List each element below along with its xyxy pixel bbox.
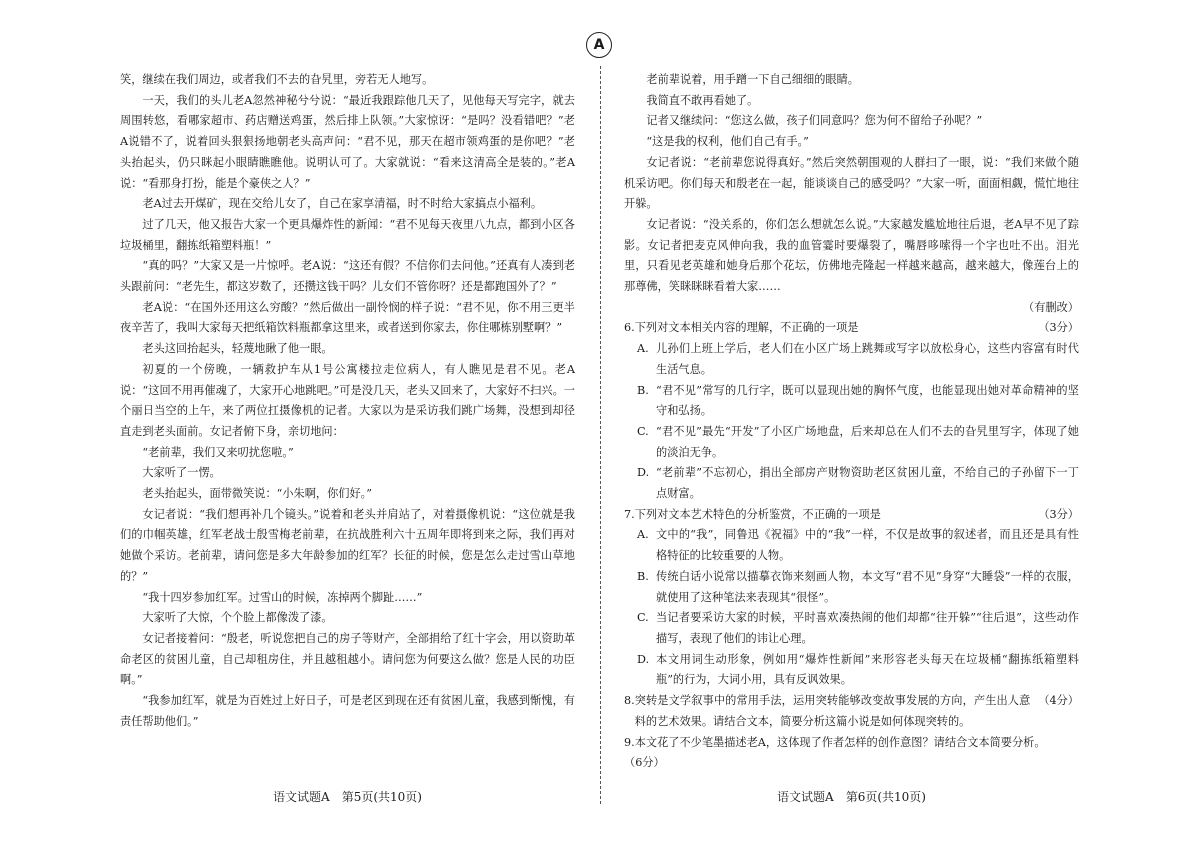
option-label: C. [637,424,649,438]
answer-option [624,381,1079,422]
passage-paragraph: 女记者接着问：“殷老，听说您把自己的房子等财产，全部捐给了红十字会，用以资助革命老区的贫困儿童，自己却租房住，并且越租越小。请问您为何要这么做？您是人民的功臣啊。” [120,631,575,687]
left-page-body [120,70,575,733]
option-label: A. [637,342,649,356]
answer-option [624,339,1079,380]
passage-paragraph: “老前辈，我们又来叨扰您啦。” [142,445,294,459]
paper-version-letter: A [593,37,605,53]
question-text [635,733,1079,754]
option-label: C. [637,611,649,625]
passage-paragraph: 老头抬起头，面带微笑说：“小朱啊，你们好。” [142,487,372,501]
answer-option [624,567,1079,608]
passage-paragraph: 老A过去开煤矿，现在交给儿女了，自己在家享清福，时不时给大家搞点小福利。 [142,197,543,211]
paper-version-mark [586,32,612,58]
question-points: （3分） [1038,321,1079,335]
page-divider [600,66,601,804]
option-text: 本文用词生动形象，例如用“爆炸性新闻”来形容老头每天在垃圾桶“翻拣纸箱塑料瓶”的行为，大词小用，具有反讽效果。 [656,652,1079,687]
question-stem [624,733,1079,754]
question-number: 7. [624,507,635,521]
question-text [635,505,1079,526]
answer-option [624,608,1079,649]
option-text: 文中的“我”，同鲁迅《祝福》中的“我”一样，不仅是故事的叙述者，而且还是具有性格特征的比较重要的人物。 [656,528,1079,563]
passage-paragraph: 女记者说：“我们想再补几个镜头。”说着和老头并肩站了，对着摄像机说：“这位就是我们的巾帼英雄，红军老战士殷雪梅老前辈，在抗战胜利六十五周年即将到来之际，我们再对她做个采访。老前辈，请问您是多大年龄参加的红军？长征的时候，您是怎么走过雪山草地的？” [120,507,575,583]
question-number: 8. [624,694,635,708]
passage-paragraph: 笑，继续在我们周边，或者我们不去的旮旯里，旁若无人地写。 [120,73,434,86]
passage-paragraph: “我十四岁参加红军。过雪山的时候，冻掉两个脚趾……” [142,590,423,604]
question-stem [624,505,1079,526]
option-text: “君不见”常写的几行字，既可以显现出她的胸怀气度，也能显现出她对革命精神的坚守和弘扬。 [656,383,1079,418]
question-stem [624,318,1079,339]
answer-option [624,525,1079,566]
question-list [624,318,1079,773]
question-number: 6. [624,321,635,335]
passage-paragraph: 女记者说：“老前辈您说得真好。”然后突然朝围观的人群扫了一眼，说：“我们来做个随机采访吧。你们每天和殷老在一起，能谈谈自己的感受吗？”大家一听，面面相觑，慌忙地往开躲。 [624,155,1079,211]
answer-option [624,422,1079,463]
passage-paragraph: 过了几天，他又报告大家一个更具爆炸性的新闻：“君不见每天夜里八九点，都到小区各垃圾桶里，翻拣纸箱塑料瓶！” [120,217,575,252]
right-page-passage [624,70,1079,298]
option-text: 儿孙们上班上学后，老人们在小区广场上跳舞或写字以放松身心，这些内容富有时代生活气息。 [656,342,1079,376]
passage-paragraph: “真的吗？”大家又是一片惊呼。老A说：“这还有假？不信你们去问他。”还真有人凑到老头跟前问：“老先生，都这岁数了，还攒这钱干吗？儿女们不管你呀？还是都跑国外了？” [120,259,575,294]
passage-paragraph: “这是我的权利，他们自己有手。” [646,135,809,149]
passage-paragraph: 大家听了大惊，个个脸上都像泼了漆。 [142,611,333,625]
passage-paragraph: 大家听了一愣。 [142,466,221,480]
answer-option [624,650,1079,691]
question-prompt: 下列对文本艺术特色的分析鉴赏，不正确的一项是 [634,507,881,521]
option-label: A. [637,528,649,542]
question-prompt: 突转是文学叙事中的常用手法，运用突转能够改变故事发展的方向，产生出人意料的艺术效果。请结合文本，简要分析这篇小说是如何体现突转的。 [634,694,1031,728]
passage-paragraph: “我参加红军，就是为百姓过上好日子，可是老区到现在还有贫困儿童，我感到惭愧，有责任帮助他们。” [120,694,575,728]
option-text: “君不见”最先“开发”了小区广场地盘，后来却总在人们不去的旮旯里写字，体现了她的淡泊无争。 [656,424,1079,459]
question-text [635,691,1079,732]
passage-paragraph: 老前辈说着，用手蹭一下自己细细的眼睛。 [646,73,859,86]
passage-paragraph: 女记者说：“没关系的，你们怎么想就怎么说。”大家越发尴尬地往后退，老A早不见了踪影。女记者把麦克风伸向我，我的血管霎时要爆裂了，嘴唇哆嗦得一个字也吐不出。泪光里，只看见老英雄和她身后那个花坛，仿佛地壳隆起一样越来越高，越来越大，像莲台上的那尊佛，笑眯眯眯看着大家…… [624,217,1079,294]
question-stem [624,691,1079,732]
question-points: （6分） [624,756,665,770]
question-points: （4分） [1038,694,1079,708]
passage-paragraph: 一天，我们的头儿老A忽然神秘兮兮说：“最近我跟踪他几天了，见他每天写完字，就去周围转悠，看哪家超市、药店赠送鸡蛋，然后排上队领。”大家惊讶：“是吗？没看错吧？”老A说错不了，说着回头狠狠扬地朝老头高声问：“君不见，那天在超市领鸡蛋的是你吧？”老头抬起头，仍只眯起小眼睛瞧瞧他。说明认可了。大家就说：“看来这清高全是装的。”老A说：“看那身打扮，能是个豪侠之人？” [120,93,575,190]
passage-paragraph: 初夏的一个傍晚，一辆救护车从1号公寓楼拉走位病人，有人瞧见是君不见。老A说：“这回不用再催魂了，大家开心地跳吧。”可是没几天，老头又回来了，大家好不扫兴。一个丽日当空的上午，来了两位扛摄像机的记者。大家以为是采访我们跳广场舞，没想到却径直走到老头面前。女记者俯下身，亲切地问： [120,362,575,438]
question-text [635,318,1079,339]
passage-paragraph: 老A说：“在国外还用这么穷酸？”然后做出一副怜悯的样子说：“君不见，你不用三更半夜辛苦了，我叫大家每天把纸箱饮料瓶都拿这里来，或者送到你家去，你住哪栋别墅啊？” [120,300,575,335]
source-note: （有删改） [1023,300,1079,314]
right-page-body [624,70,1079,774]
question-points: （3分） [1038,507,1079,521]
answer-option [624,463,1079,504]
question-prompt: 本文花了不少笔墨描述老A，这体现了作者怎样的创作意图？请结合文本简要分析。 [634,735,1046,749]
right-page-footer: 语文试题A 第6页(共10页) [777,790,926,804]
option-label: B. [637,383,649,397]
option-text: 传统白话小说常以描摹衣饰来刻画人物，本文写“君不见”身穿“大睡袋”一样的衣服，就使用了这种笔法来表现其“很怪”。 [656,569,1079,604]
option-label: B. [637,569,649,583]
option-label: D. [637,652,650,666]
left-page-footer: 语文试题A 第5页(共10页) [273,790,422,804]
question-prompt: 下列对文本相关内容的理解，不正确的一项是 [634,321,859,335]
option-label: D. [637,466,650,480]
passage-paragraph: 记者又继续问：“您这么做，孩子们同意吗？您为何不留给子孙呢？” [646,114,983,128]
option-text: “老前辈”不忘初心，捐出全部房产财物资助老区贫困儿童，不给自己的子孙留下一丁点财富。 [656,466,1079,501]
option-text: 当记者要采访大家的时候，平时喜欢凑热闹的他们却都“往开躲”“往后退”，这些动作描写，表现了他们的讳让心理。 [656,611,1079,645]
passage-paragraph: 老头这回抬起头，轻蔑地瞅了他一眼。 [142,342,333,356]
passage-paragraph: 我简直不敢再看她了。 [646,93,759,107]
question-number: 9. [624,735,635,749]
